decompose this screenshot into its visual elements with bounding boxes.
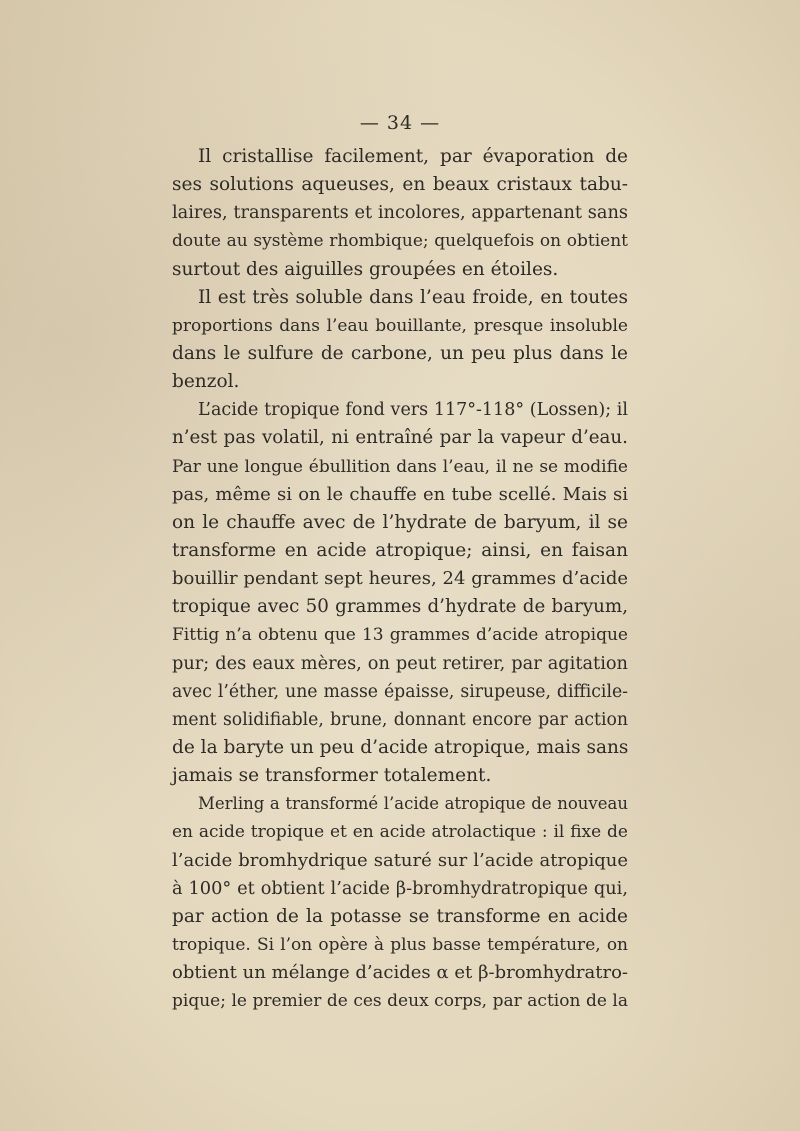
text-line: l’acide bromhydrique saturé sur l’acide atropique bbox=[172, 849, 628, 871]
text-line: pique; le premier de ces deux corps, par action de la bbox=[172, 991, 628, 1012]
body-text bbox=[172, 143, 628, 1015]
text-line: laires, transparents et incolores, appartenant sans bbox=[172, 203, 628, 224]
text-line: tropique. Si l’on opère à plus basse température, on bbox=[172, 934, 628, 955]
text-line: par action de la potasse se transforme en acide bbox=[172, 905, 628, 927]
text-line: dans le sulfure de carbone, un peu plus dans le bbox=[172, 342, 628, 364]
text-line: jamais se transformer totalement. bbox=[172, 765, 492, 787]
text-line: ment solidifiable, brune, donnant encore par action bbox=[172, 709, 628, 730]
text-line: doute au système rhombique; quelquefois on obtient bbox=[172, 231, 628, 252]
text-line: obtient un mélange d’acides α et β-bromhydratro- bbox=[172, 962, 628, 984]
text-line: Par une longue ébullition dans l’eau, il ne se modifie bbox=[172, 456, 628, 477]
text-line: Fittig n’a obtenu que 13 grammes d’acide atropique bbox=[172, 625, 628, 646]
text-line: tropique avec 50 grammes d’hydrate de baryum, bbox=[172, 596, 628, 618]
text-line: de la baryte un peu d’acide atropique, mais sans bbox=[172, 736, 629, 758]
text-line: L’acide tropique fond vers 117°-118° (Lossen); il bbox=[198, 400, 628, 421]
text-line: bouillir pendant sept heures, 24 grammes d’acide bbox=[172, 568, 628, 590]
text-line: avec l’éther, une masse épaisse, sirupeuse, difficile- bbox=[172, 681, 628, 702]
text-line: n’est pas volatil, ni entraîné par la vapeur d’eau. bbox=[172, 427, 628, 449]
page-number: — 34 — bbox=[359, 112, 441, 134]
text-line: transforme en acide atropique; ainsi, en faisan bbox=[172, 539, 628, 561]
text-line: benzol. bbox=[172, 371, 240, 393]
text-line: à 100° et obtient l’acide β-bromhydratropique qui, bbox=[172, 878, 628, 899]
text-line: Merling a transformé l’acide atropique de nouveau bbox=[198, 794, 628, 814]
text-line: on le chauffe avec de l’hydrate de baryum, il se bbox=[172, 511, 628, 533]
text-line: proportions dans l’eau bouillante, presque insoluble bbox=[172, 315, 628, 336]
text-line: Il cristallise facilement, par évaporation de bbox=[198, 146, 628, 167]
text-line: pas, même si on le chauffe en tube scellé. Mais si bbox=[172, 483, 628, 505]
text-line: Il est très soluble dans l’eau froide, en toutes bbox=[198, 286, 628, 308]
text-line: surtout des aiguilles groupées en étoiles. bbox=[172, 258, 559, 280]
text-line: ses solutions aqueuses, en beaux cristaux tabu- bbox=[172, 174, 628, 196]
text-line: pur; des eaux mères, on peut retirer, par agitation bbox=[172, 653, 628, 674]
text-line: en acide tropique et en acide atrolactique : il fixe de bbox=[172, 822, 628, 843]
